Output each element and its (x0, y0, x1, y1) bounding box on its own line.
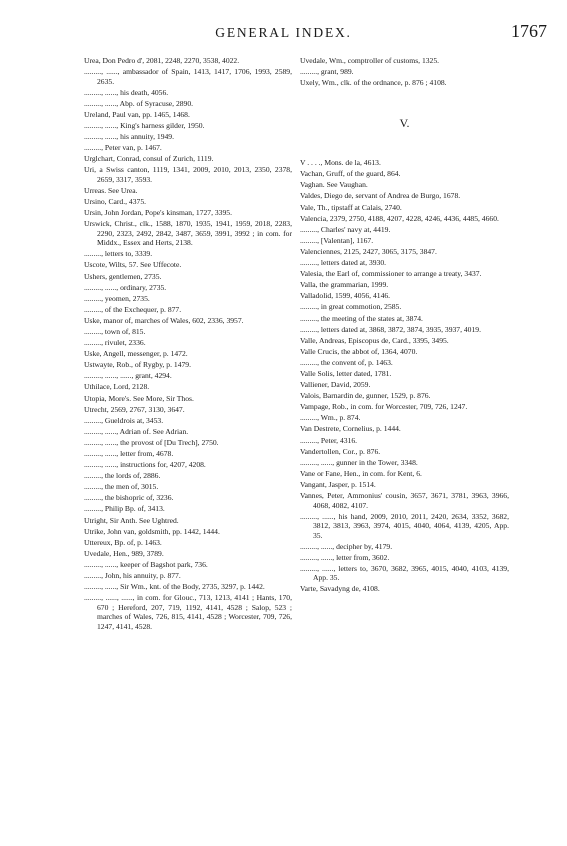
index-entry: Valla, the grammarian, 1999. (300, 280, 389, 290)
index-entry: Urglchart, Conrad, consul of Zurich, 1119. (84, 154, 214, 164)
index-entry: Vandertollen, Cor., p. 876. (300, 446, 381, 456)
index-entry: Uscote, Wilts, 57. See Uffecote. (84, 260, 182, 270)
index-entry: ........., ......, decipher by, 4179. (300, 541, 393, 551)
index-entry: Uske, manor of, marches of Wales, 602, 2336, 3957. (84, 315, 244, 325)
index-entry: Ushers, gentlemen, 2735. (84, 271, 162, 281)
index-entry: ........., ......, letter from, 4678. (84, 449, 174, 458)
index-entry: Uvedale, Wm., comptroller of customs, 1325. (300, 56, 440, 65)
index-entry: ........., the convent of, p. 1463. (300, 357, 393, 367)
index-entry: ........., ......, Sir Wm., knt. of the Body, 2735, 3297, p. 1442. (84, 582, 265, 592)
index-entry: ........., yeomen, 2735. (84, 293, 150, 303)
section-letter: V. (399, 115, 410, 130)
index-entry: ........., the lords of, 2886. (84, 471, 161, 481)
index-entry: ........., ......, letters to, 3670, 3682, 3965, 4015, 4040, 4103, 4139, App. 35. (300, 563, 509, 583)
index-entry: Vale, Th., tipstaff at Calais, 2740. (300, 202, 402, 212)
index-entry: ........., ......, ordinary, 2735. (84, 282, 167, 292)
index-entry: ........., the meeting of the states at, 3874. (300, 313, 423, 323)
index-entry: ........., town of, 815. (84, 326, 146, 336)
index-entry: Varte, Savadyng de, 4108. (300, 584, 380, 594)
index-entry: ........., ......, ambassador of Spain, 1413, 1417, 1706, 1993, 2589, 2635. (84, 67, 292, 86)
index-entry: ........., ......, his annuity, 1949. (84, 132, 174, 142)
index-entry: Ureland, Paul van, pp. 1465, 1468. (84, 109, 190, 119)
index-column-left (84, 56, 292, 633)
index-entry: ........., [Valentan], 1167. (300, 235, 374, 245)
index-entry: ........., ......, the provost of [Du Trech], 2750. (84, 437, 219, 447)
index-entry: Uxely, Wm., clk. of the ordnance, p. 876 ; 4108. (300, 78, 447, 88)
index-entry: ........., Charles' navy at, 4419. (300, 224, 391, 234)
index-entry: Vane or Fane, Hen., in com. for Kent, 6. (300, 468, 422, 478)
index-entry: Utright, Sir Anth. See Ughtred. (84, 515, 179, 525)
index-entry: ........., ......, Abp. of Syracuse, 2890. (84, 98, 194, 108)
index-entry: ........., Wm., p. 874. (300, 413, 361, 423)
index-entry: ........., rivulet, 2336. (84, 338, 146, 348)
index-entry: ........., ......, ......, grant, 4294. (84, 371, 172, 381)
index-column-right (300, 56, 509, 596)
index-entry: ........., ......, ......, in com. for Glouc., 713, 1213, 4141 ; Hants, 170, 670 ; Hereford, 207, 719, 1192, 4141, 4528 ; Salop, 523 ; marches of Wales, 726, 815, 4141, 4528 ; Worcester, 709, 726, 1247, 4141, 4528. (84, 593, 292, 631)
index-entry: Valle Crucis, the abbot of, 1364, 4070. (300, 346, 418, 356)
index-entry: Utrecht, 2569, 2767, 3130, 3647. (84, 404, 185, 414)
index-entry: ........., ......, his hand, 2009, 2010, 2011, 2420, 2634, 3352, 3682, 3812, 3813, 3963, 3974, 4015, 4040, 4064, 4139, 4205, App. 35. (300, 511, 509, 540)
index-entry: Urea, Don Pedro d', 2081, 2248, 2270, 3538, 4022. (84, 56, 240, 65)
index-entry: ........., letters dated at, 3868, 3872, 3874, 3935, 3937, 4019. (300, 324, 481, 334)
index-entry: ........., ......, his death, 4056. (84, 87, 169, 97)
running-title: GENERAL INDEX. (215, 25, 352, 40)
index-entry: Uvedale, Hen., 989, 3789. (84, 548, 164, 558)
index-entry: Utopia, More's. See More, Sir Thos. (84, 393, 194, 403)
index-entry: Vangant, Jasper, p. 1514. (300, 479, 376, 489)
index-entry: ........., ......, instructions for, 4207, 4208. (84, 460, 206, 470)
index-entry: Vannes, Peter, Ammonius' cousin, 3657, 3671, 3781, 3963, 3966, 4068, 4082, 4107. (300, 491, 509, 510)
index-entry: ........., Peter van, p. 1467. (84, 143, 162, 153)
index-entry: Vaghan. See Vaughan. (300, 180, 368, 190)
index-entry: Uske, Angell, messenger, p. 1472. (84, 349, 188, 359)
index-entry: ........., Gueldrois at, 3453. (84, 415, 164, 425)
index-entry: ........., the men of, 3015. (84, 482, 159, 492)
index-entry: ........., letters to, 3339. (84, 249, 153, 259)
index-entry: Utrike, John van, goldsmith, pp. 1442, 1444. (84, 526, 220, 536)
index-entry: Uttereux, Bp. of, p. 1463. (84, 537, 162, 547)
index-entry: ........., ......, Adrian of. See Adrian. (84, 426, 189, 436)
index-entry: ........., grant, 989. (300, 67, 354, 77)
index-entry: ........., ......, keeper of Bagshot park, 736. (84, 559, 208, 569)
index-entry: Valesia, the Earl of, commissioner to arrange a treaty, 3437. (300, 269, 482, 279)
index-entry: V . . . ., Mons. de la, 4613. (300, 158, 381, 168)
index-entry: Valle, Andreas, Episcopus de, Card., 3395, 3495. (300, 335, 449, 345)
index-entry: ........., Peter, 4316. (300, 435, 358, 445)
index-entry: Valliener, David, 2059. (300, 380, 371, 390)
index-entry: ........., John, his annuity, p. 877. (84, 571, 181, 581)
index-entry: Vampage, Rob., in com. for Worcester, 709, 726, 1247. (300, 402, 468, 412)
index-entry: ........., in great commotion, 2585. (300, 302, 402, 312)
index-entry: Vachan, Gruff, of the guard, 864. (300, 169, 401, 179)
index-entry: Van Destrete, Cornelius, p. 1444. (300, 424, 401, 434)
index-entry: Valle Solis, letter dated, 1781. (300, 368, 392, 378)
index-entry: Valladolid, 1599, 4056, 4146. (300, 291, 391, 301)
index-entries-u-continued (300, 56, 509, 88)
index-entry: ........., Philip Bp. of, 3413. (84, 504, 165, 514)
index-entry: ........., letters dated at, 3930. (300, 258, 387, 268)
page-header (0, 22, 567, 44)
page-number: 1767 (511, 21, 547, 41)
index-entries-v (300, 158, 509, 594)
index-entry: ........., ......, gunner in the Tower, 3348. (300, 457, 418, 467)
index-entry: Ursino, Card., 4375. (84, 197, 147, 207)
index-entry: ........., of the Exchequer, p. 877. (84, 304, 182, 314)
index-entry: Ustwayte, Rob., of Rygby, p. 1479. (84, 360, 191, 370)
index-entry: Uthilace, Lord, 2128. (84, 382, 150, 392)
index-entry: Urreas. See Urea. (84, 185, 138, 195)
index-entry: ........., the bishopric of, 3236. (84, 493, 174, 503)
index-entry: Ursin, John Jordan, Pope's kinsman, 1727, 3395. (84, 208, 232, 218)
index-entry: Valencia, 2379, 2750, 4188, 4207, 4228, 4246, 4436, 4485, 4660. (300, 213, 499, 223)
index-entry: Uri, a Swiss canton, 1119, 1341, 2009, 2010, 2013, 2350, 2378, 2659, 3317, 3593. (84, 165, 292, 184)
index-entry: Urswick, Christ., clk., 1588, 1870, 1935, 1941, 1959, 2018, 2283, 2290, 2323, 2492, 2842, 3487, 3659, 3991, 3992 ; in com. for Middx., Essex and Herts, 2138. (84, 219, 292, 248)
index-entry: ........., ......, King's harness gilder, 1950. (84, 120, 205, 130)
index-entry: Valois, Barnardin de, gunner, 1529, p. 876. (300, 391, 431, 401)
index-entry: ........., ......, letter from, 3602. (300, 552, 390, 562)
index-entry: Valenciennes, 2125, 2427, 3065, 3175, 3847. (300, 246, 437, 256)
index-entry: Valdes, Diego de, servant of Andrea de Burgo, 1678. (300, 191, 461, 201)
